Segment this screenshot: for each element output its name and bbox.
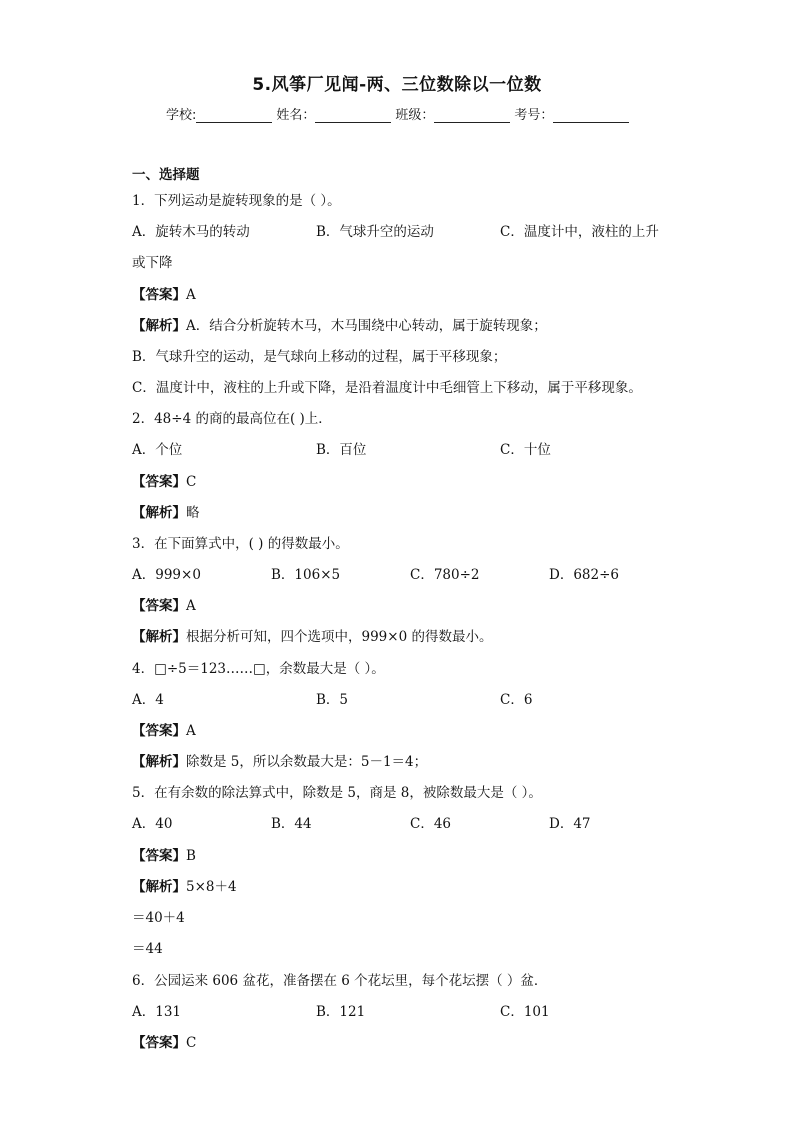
q5-analysis-1 [132, 878, 237, 896]
analysis-text: 略 [186, 505, 200, 521]
answer-tag: 【答案】 [132, 723, 186, 739]
page-title: 5.风筝厂见闻-两、三位数除以一位数 [252, 75, 542, 95]
analysis-text: 根据分析可知，四个选项中，999×0 的得数最小。 [186, 629, 493, 645]
answer-tag: 【答案】 [132, 287, 186, 303]
q5-option-b: B．44 [271, 816, 312, 832]
q3-option-b: B．106×5 [271, 567, 341, 583]
q2-option-c: C．十位 [500, 442, 551, 458]
answer-value: A [186, 598, 196, 614]
q1-option-a: A．旋转木马的转动 [132, 224, 250, 240]
q5-answer [132, 847, 196, 865]
q3-analysis-1 [132, 628, 492, 646]
q3-option-c: C．780÷2 [410, 567, 480, 583]
answer-value: A [186, 287, 196, 303]
q3-option-a: A．999×0 [132, 567, 201, 583]
school-blank [196, 108, 272, 123]
q1-answer [132, 286, 196, 304]
question-1-stem: 1．下列运动是旋转现象的是（ ）。 [132, 193, 341, 209]
question-4-stem: 4．□÷5＝123……□，余数最大是（ ）。 [132, 661, 385, 677]
analysis-tag: 【解析】 [132, 505, 186, 521]
q6-option-a: A．131 [132, 1004, 182, 1020]
q3-answer [132, 597, 196, 615]
q2-option-b: B．百位 [316, 442, 367, 458]
section-heading: 一、选择题 [132, 167, 200, 183]
q4-option-b: B．5 [316, 692, 349, 708]
q1-analysis-3: C．温度计中，液柱的上升或下降，是沿着温度计中毛细管上下移动，属于平移现象。 [132, 380, 642, 396]
q1-option-c-continued: 或下降 [132, 255, 173, 271]
question-5-stem: 5．在有余数的除法算式中，除数是 5，商是 8，被除数最大是（ ）。 [132, 785, 542, 801]
answer-value: A [186, 723, 196, 739]
answer-value: B [186, 848, 196, 864]
analysis-tag: 【解析】 [132, 754, 186, 770]
question-2-stem: 2．48÷4 的商的最高位在( )上． [132, 411, 332, 427]
q6-answer [132, 1034, 196, 1052]
q5-analysis-3: ＝44 [132, 941, 163, 957]
q5-option-a: A．40 [132, 816, 173, 832]
class-label: 班级： [395, 108, 435, 123]
q3-option-d: D．682÷6 [549, 567, 619, 583]
q4-option-a: A．4 [132, 692, 164, 708]
analysis-text: 5×8＋4 [186, 879, 237, 895]
q5-analysis-2: ＝40＋4 [132, 910, 185, 926]
name-label: 姓名： [276, 108, 316, 123]
class-blank [434, 108, 510, 123]
q1-analysis-2: B．气球升空的运动，是气球向上移动的过程，属于平移现象； [132, 349, 507, 365]
q2-answer [132, 473, 196, 491]
q4-option-c: C．6 [500, 692, 533, 708]
q4-analysis-1 [132, 753, 427, 771]
analysis-tag: 【解析】 [132, 318, 186, 334]
question-6-stem: 6．公园运来 606 盆花，准备摆在 6 个花坛里，每个花坛摆（ ）盆． [132, 973, 548, 989]
exam-no-label: 考号： [514, 108, 554, 123]
name-blank [315, 108, 391, 123]
q4-answer [132, 722, 196, 740]
answer-value: C [186, 1035, 197, 1051]
school-label: 学校: [166, 108, 197, 123]
student-info-line [166, 104, 633, 123]
q1-option-b: B．气球升空的运动 [316, 224, 434, 240]
answer-tag: 【答案】 [132, 474, 186, 490]
q6-option-c: C．101 [500, 1004, 550, 1020]
q6-option-b: B．121 [316, 1004, 366, 1020]
q1-analysis-1 [132, 317, 547, 335]
analysis-tag: 【解析】 [132, 629, 186, 645]
q5-option-d: D．47 [549, 816, 591, 832]
q1-option-c: C．温度计中，液柱的上升 [500, 224, 659, 240]
answer-tag: 【答案】 [132, 848, 186, 864]
exam-no-blank [553, 108, 629, 123]
q2-analysis-1 [132, 504, 200, 522]
analysis-text: 除数是 5，所以余数最大是：5－1＝4； [186, 754, 428, 770]
q5-option-c: C．46 [410, 816, 452, 832]
analysis-tag: 【解析】 [132, 879, 186, 895]
answer-tag: 【答案】 [132, 1035, 186, 1051]
answer-tag: 【答案】 [132, 598, 186, 614]
answer-value: C [186, 474, 197, 490]
question-3-stem: 3．在下面算式中，( ) 的得数最小。 [132, 536, 349, 552]
q2-option-a: A．个位 [132, 442, 183, 458]
analysis-text: A．结合分析旋转木马，木马围绕中心转动，属于旋转现象； [186, 318, 547, 334]
